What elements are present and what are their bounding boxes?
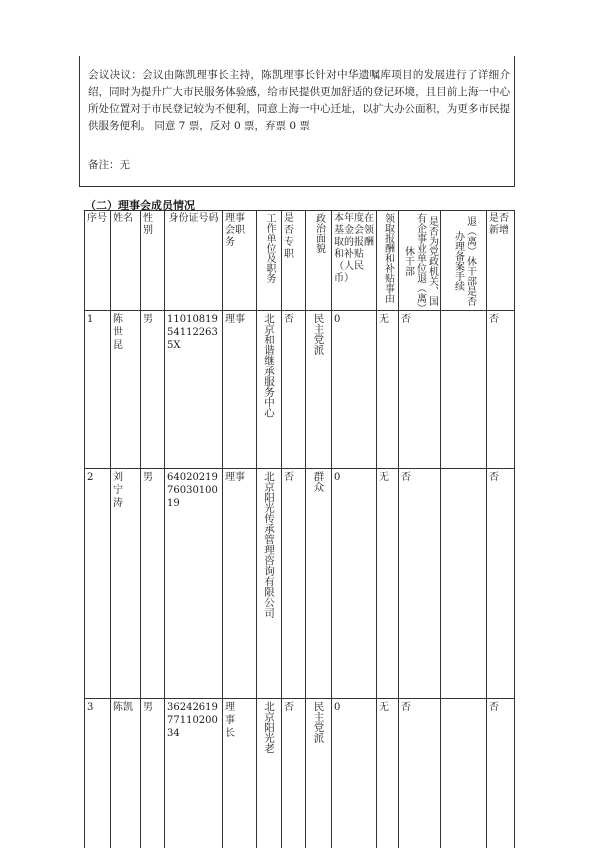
- header-gender: 性别: [141, 211, 165, 311]
- cell-procedure: [441, 699, 487, 848]
- cell-fulltime: 否: [282, 469, 306, 699]
- cell-seq: 3: [85, 699, 111, 848]
- header-seq: 序号: [85, 211, 111, 311]
- cell-procedure: [441, 311, 487, 469]
- cell-political: 民主党派: [306, 699, 332, 848]
- remark: 备注：无: [88, 159, 130, 171]
- cell-seq: 1: [85, 311, 111, 469]
- header-procedure: 退（离）休干部是否办理备案手续: [441, 211, 487, 311]
- header-new: 是否新增: [487, 211, 515, 311]
- cell-fulltime: 否: [282, 699, 306, 848]
- header-name: 姓名: [111, 211, 141, 311]
- cell-retired: 否: [399, 699, 441, 848]
- cell-name: 陈世昆: [111, 311, 141, 469]
- cell-subsidy: 0: [332, 469, 377, 699]
- header-employer: 工作单位及职务: [257, 211, 282, 311]
- cell-political: 民主党派: [306, 311, 332, 469]
- cell-reason: 无: [377, 311, 399, 469]
- cell-reason: 无: [377, 469, 399, 699]
- table-row: [85, 469, 515, 699]
- header-role: 理事会职务: [223, 211, 257, 311]
- table-header-row: [85, 211, 515, 311]
- resolution-box: [79, 56, 515, 187]
- cell-retired: 否: [399, 469, 441, 699]
- header-subsidy: 本年度在基金会领取的报酬和补贴（人民币）: [332, 211, 377, 311]
- header-fulltime: 是否专职: [282, 211, 306, 311]
- cell-retired: 否: [399, 311, 441, 469]
- cell-role: 理事: [223, 469, 257, 699]
- cell-procedure: [441, 469, 487, 699]
- cell-name: 陈凯: [111, 699, 141, 848]
- header-reason: 领取报酬和补贴事由: [377, 211, 399, 311]
- table-row: [85, 311, 515, 469]
- cell-new: 否: [487, 469, 515, 699]
- cell-fulltime: 否: [282, 311, 306, 469]
- cell-seq: 2: [85, 469, 111, 699]
- resolution-text: 会议决议：会议由陈凯理事长主持，陈凯理事长针对中华遗嘱库项目的发展进行了详细介绍，同时为提升广大市民服务体验感，给市民提供更加舒适的登记环境，且目前上海一中心所处位置对于市民登记较为不便利，同意上海一中心迁址，以扩大办公面积，为更多市民提供服务便利。 同意 7 票，反对 0 票，弃票 0 票: [88, 69, 510, 132]
- cell-role: 理事: [223, 311, 257, 469]
- cell-employer: 北京阳光老: [257, 699, 282, 848]
- cell-employer: 北京和谐继承服务中心: [257, 311, 282, 469]
- cell-role: 理事长: [223, 699, 257, 848]
- cell-gender: 男: [141, 311, 165, 469]
- cell-gender: 男: [141, 469, 165, 699]
- cell-gender: 男: [141, 699, 165, 848]
- cell-subsidy: 0: [332, 311, 377, 469]
- cell-new: 否: [487, 699, 515, 848]
- cell-subsidy: 0: [332, 699, 377, 848]
- cell-name: 刘宁涛: [111, 469, 141, 699]
- table-row: [85, 699, 515, 848]
- cell-political: 群众: [306, 469, 332, 699]
- header-id: 身份证号码: [165, 211, 223, 311]
- cell-new: 否: [487, 311, 515, 469]
- cell-reason: 无: [377, 699, 399, 848]
- section-title: （二）理事会成员情况: [85, 199, 195, 212]
- cell-id: 362426197711020034: [165, 699, 223, 848]
- cell-id: 640202197603010019: [165, 469, 223, 699]
- header-retired: 是否为党政机关、国有企事业单位退（离）休干部: [399, 211, 441, 311]
- header-political: 政治面貌: [306, 211, 332, 311]
- cell-employer: 北京阳光传承管理咨询有限公司: [257, 469, 282, 699]
- board-members-table: [84, 210, 515, 848]
- cell-id: 11010819541122635X: [165, 311, 223, 469]
